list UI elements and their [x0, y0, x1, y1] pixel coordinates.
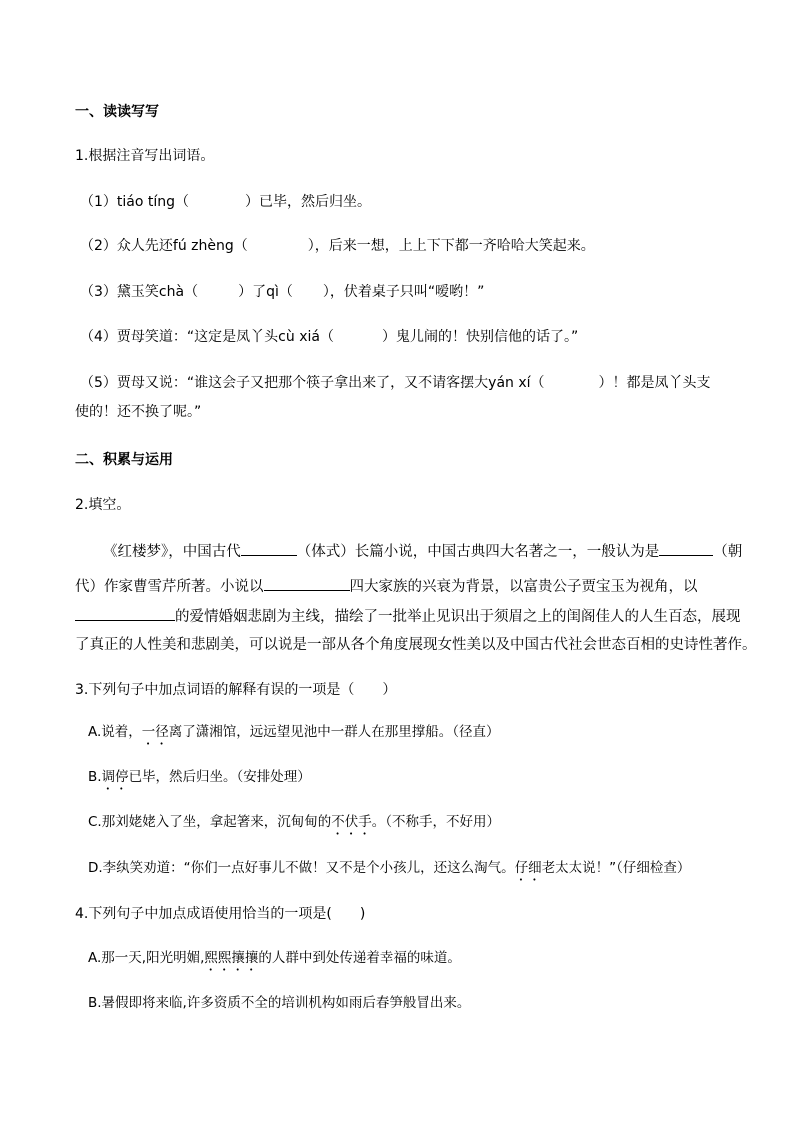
blank-love-story[interactable]	[75, 605, 175, 621]
q2-stem: 2.填空。	[75, 497, 131, 513]
q4-stem: 4.下列句子中加点成语使用恰当的一项是( )	[75, 906, 366, 922]
q3-stem: 3.下列句子中加点词语的解释有误的一项是（ ）	[75, 682, 397, 698]
q1-stem: 1.根据注音写出词语。	[75, 148, 215, 164]
q3-option-d[interactable]: D.李纨笑劝道：“你们一点好事儿不做！又不是个小孩儿，还这么淘气。仔细老太太说！”（仔细检查）	[88, 860, 691, 876]
q1-item-3: （3）黛玉笑chà（ ）了qì（ ），伏着桌子只叫“嗳哟！”	[80, 284, 485, 300]
q4-option-b[interactable]: B.暑假即将来临,许多资质不全的培训机构如雨后春笋般冒出来。	[88, 995, 471, 1011]
blank-dynasty[interactable]	[659, 540, 713, 556]
q1-item-5-continued: 使的！还不换了呢。”	[75, 404, 202, 420]
q1-item-4: （4）贾母笑道：“这定是凤丫头cù xiá（ ）鬼儿闹的！快别信他的话了。”	[80, 329, 579, 345]
section1-title: 一、读读写写	[75, 104, 159, 120]
q1-item-2: （2）众人先还fú zhèng（ ），后来一想，上上下下都一齐哈哈大笑起来。	[80, 238, 595, 254]
q2-para-line1: 《红楼梦》，中国古代 （体式）长篇小说，中国古典四大名著之一，一般认为是 （朝	[103, 540, 742, 562]
q2-para-line4: 了真正的人性美和悲剧美，可以说是一部从各个角度展现女性美以及中国古代社会世态百相的史诗性著作。	[75, 637, 757, 653]
blank-genre[interactable]	[241, 540, 297, 556]
q1-item-1: （1）tiáo tíng（ ）已毕，然后归坐。	[80, 194, 372, 210]
blank-families[interactable]	[264, 575, 350, 591]
q3-option-c[interactable]: C.那刘姥姥入了坐，拿起箸来，沉甸甸的不伏手。（不称手，不好用）	[88, 814, 500, 830]
q2-para-line3: 的爱情婚姻悲剧为主线，描绘了一批举止见识出于须眉之上的闺阁佳人的人生百态，展现	[75, 605, 741, 627]
q2-para-line2: 代）作家曹雪芹所著。小说以 四大家族的兴衰为背景，以富贵公子贾宝玉为视角，以	[75, 575, 698, 597]
section2-title: 二、积累与运用	[75, 452, 173, 468]
q3-option-a[interactable]: A.说着，一径离了潇湘馆，远远望见池中一群人在那里撑船。（径直）	[88, 724, 500, 740]
q4-option-a[interactable]: A.那一天,阳光明媚,熙熙攘攘的人群中到处传递着幸福的味道。	[88, 950, 461, 966]
q3-option-b[interactable]: B.调停已毕，然后归坐。（安排处理）	[88, 769, 311, 785]
q1-item-5: （5）贾母又说：“谁这会子又把那个筷子拿出来了，又不请客摆大yán xí（ ）！都是凤丫头支	[80, 375, 711, 391]
